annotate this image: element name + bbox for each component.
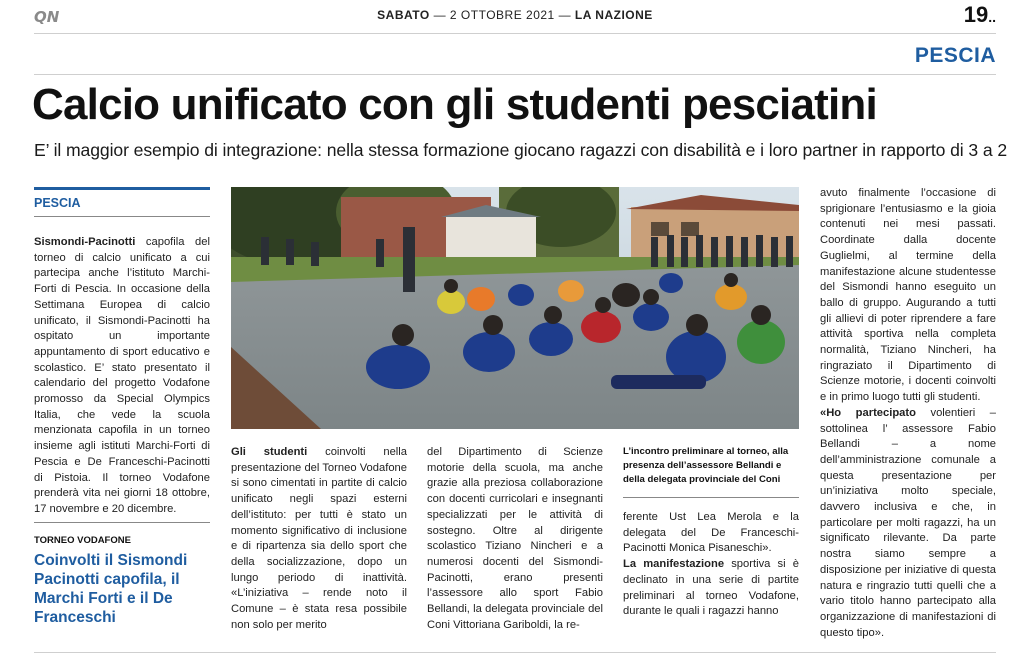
- article-photo: [231, 187, 799, 429]
- article-paragraph-3: ferente Ust Lea Merola e la delegata del De Franceschi-Pacinotti Monica Pisaneschi».: [623, 511, 799, 555]
- box-kicker: TORNEO VODAFONE: [34, 534, 131, 546]
- caption-rule: [623, 497, 799, 498]
- article-paragraph-6: [820, 406, 996, 642]
- article-text-4: sportiva si è declinato in una serie di partite preliminari al torneo Vodafone, durante le quali i ragazzi hanno: [623, 558, 799, 618]
- article-text-6: volentieri – sottolinea l’ assessore Fabio Bellandi – a nome dell’amministrazione comunale a questa presentazione per un’iniziativa molto speciale, davvero inclusiva e che, in particolare per molti ragazzi, ha un significato rilevante. Da parte nostra siamo sempre a disposizione per iniziative di questa natura e ringrazio tutti quelli che a vario titolo hanno partecipato alla organizzazione di manifestazioni di questo tipo».: [820, 406, 997, 639]
- article-paragraph-2: del Dipartimento di Scienze motorie della scuola, ma anche grazie alla preziosa collaborazione con docenti curricolari e insegnanti specializzati per le attività di sostegno. Oltre al dirigente scolastico Tiziano Nincheri e a numerosi docenti del Sismondi-Pacinotti, erano presenti l’assessore allo sport Fabio Bellandi, la delegata provinciale del Coni Vittoriana Gariboldi, la re-: [427, 446, 603, 631]
- sidebar-body: capofila del torneo di calcio unificato a cui partecipa anche l’istituto Marchi-Forti di Pescia. In occasione della Settimana Europea di calcio unificato, il Sismondi-Pacinotti ha ospitato un importante appuntamento di sport educativo e scolastico. E’ stato presentato il calendario del progetto Vodafone promosso da Special Olympics Italia, che vede la scuola menzionata capofila in un torneo insieme agli istituti Marchi-Forti di Pescia e De Franceschi-Pacinotti di Pistoia. Il torneo Vodafone prenderà vita nei giorni 18 ottobre, 17 novembre e 20 dicembre.: [34, 236, 210, 515]
- article-paragraph-4: [623, 557, 799, 620]
- sidebar-column: [34, 187, 210, 627]
- page-number-value: 19: [963, 2, 989, 27]
- article-column-1: [231, 445, 407, 633]
- sidebar-kicker: PESCIA: [34, 190, 210, 217]
- photo-caption: L’incontro preliminare al torneo, alla presenza dell’assessore Bellandi e della delegata provinciale del Coni: [623, 446, 789, 485]
- sidebar-text: [34, 235, 210, 518]
- bottom-rule: [34, 652, 996, 653]
- article-paragraph-1: [231, 445, 407, 633]
- dateline: [34, 8, 996, 22]
- article-lead-3: «Ho partecipato: [820, 406, 916, 419]
- box-title: Coinvolti il Sismondi Pacinotti capofila, il Marchi Forti e il De Franceschi: [34, 551, 188, 626]
- headline: Calcio unificato con gli studenti pesciatini: [32, 80, 877, 129]
- dateline-day: SABATO: [377, 8, 430, 22]
- page-number-suffix: ..: [988, 9, 996, 25]
- article-column-4: [820, 186, 996, 641]
- sidebar-rule: [34, 522, 210, 523]
- article-column-3: [623, 445, 799, 620]
- article-text-1: coinvolti nella presentazione del Torneo Vodafone si sono cimentati in partite di calcio unificato negli spazi esterni dell’istituto: per tutti è stato un momento significativo di inclusione e di ripartenza sia dello sport che della socializzazione, dopo un lungo periodo di inattività. «L’iniziativa – rende noto il Comune – è stata resa possibile non solo per merito: [231, 446, 407, 631]
- masthead: [34, 2, 996, 28]
- photo-illustration: [231, 187, 799, 429]
- section-label: PESCIA: [914, 44, 996, 67]
- dateline-paper: LA NAZIONE: [574, 8, 653, 22]
- article-lead-1: Gli studenti: [231, 446, 308, 458]
- page-number: [964, 2, 996, 28]
- article-column-2: [427, 445, 603, 633]
- article-lead-2: La manifestazione: [623, 558, 725, 571]
- top-rule: [34, 33, 996, 34]
- qn-logo: QN: [34, 8, 60, 26]
- article-paragraph-5: avuto finalmente l’occasione di sprigionare l’entusiasmo e la gioia contenuti nei mesi passati. Coordinate dalla docente Guglielmi, al termine della manifestazione alcune studentesse del Sismondi hanno eseguito un ballo di gruppo. Augurando a tutti gli allievi di poter riprendere a fare attività sportiva nella completa normalità, Tiziano Nincheri, ha ringraziato il Dipartimento di Scienze motorie, i docenti coinvolti e in primo luogo tutti gli studenti.: [820, 187, 996, 404]
- sidebar-lead: Sismondi-Pacinotti: [34, 236, 136, 248]
- dateline-date: — 2 OTTOBRE 2021 —: [433, 8, 572, 22]
- section-rule: [34, 74, 996, 75]
- subheadline: E’ il maggior esempio di integrazione: nella stessa formazione giocano ragazzi con disabilità e i loro partner in rapporto di 3 a 2: [34, 140, 1008, 160]
